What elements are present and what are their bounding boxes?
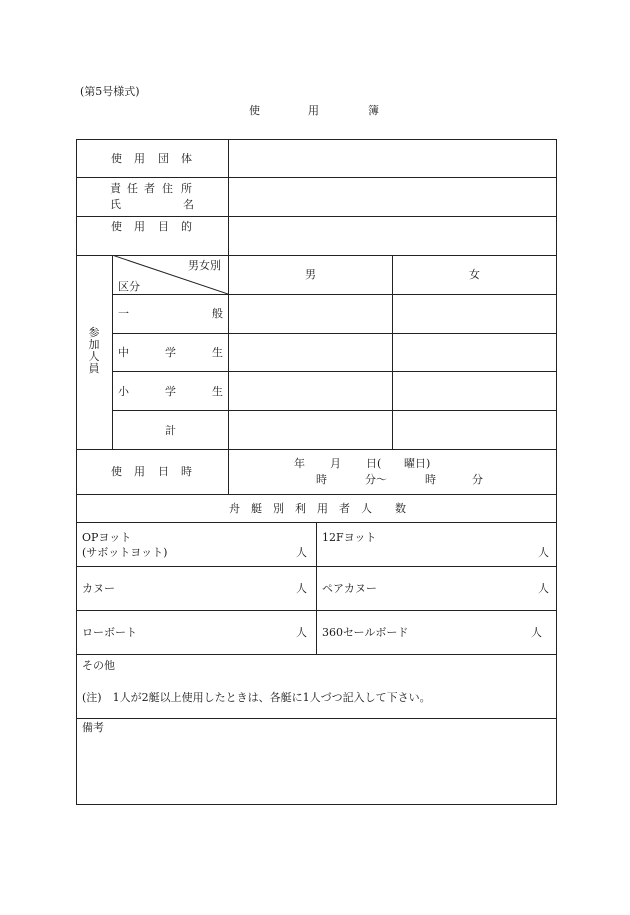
canoe-unit: 人 [296, 582, 307, 595]
op-yacht-count-field[interactable] [180, 540, 290, 562]
hour2-label: 時 [425, 473, 436, 486]
resp-label-3: 者 [144, 182, 155, 195]
boats-header-3: 別 [273, 502, 284, 515]
group-label-4: 体 [181, 152, 192, 165]
diag-bottom-label: 区分 [118, 280, 140, 293]
purpose-label-3: 目 [158, 220, 169, 233]
minute-from-label: 分〜 [365, 473, 387, 486]
elem-label-2: 学 [165, 385, 176, 398]
sail-board-label: 360セールボード [322, 626, 409, 639]
datetime-label-3: 日 [158, 465, 169, 478]
doc-title-char-2: 用 [308, 104, 319, 117]
f12-yacht-unit: 人 [538, 546, 549, 559]
elem-label-1: 小 [118, 385, 129, 398]
doc-title-char-3: 簿 [368, 104, 379, 117]
f12-yacht-count-field[interactable] [420, 540, 532, 562]
row-boat-label: ローボート [82, 626, 137, 639]
jhs-label-2: 学 [165, 346, 176, 359]
minute2-label: 分 [472, 473, 483, 486]
resp-label-1: 責 [110, 182, 121, 195]
canoe-label: カヌー [82, 582, 115, 595]
boats-header-1: 舟 [229, 502, 240, 515]
purpose-field[interactable] [229, 217, 556, 255]
canoe-count-field[interactable] [180, 576, 290, 602]
doc-title-char-1: 使 [249, 104, 260, 117]
jhs-label-1: 中 [118, 346, 129, 359]
resp-label-5: 所 [181, 182, 192, 195]
day-label: 日( [366, 457, 382, 470]
boats-header-7: 人 [361, 502, 372, 515]
resp-label-4: 住 [162, 182, 173, 195]
purpose-label-2: 用 [134, 220, 145, 233]
general-male-field[interactable] [229, 295, 392, 333]
boats-header-5: 用 [317, 502, 328, 515]
datetime-label-2: 用 [134, 465, 145, 478]
op-yacht-label: OPヨット [82, 531, 132, 544]
elem-male-field[interactable] [229, 372, 392, 410]
total-male-field[interactable] [229, 411, 392, 449]
boats-header-6: 者 [339, 502, 350, 515]
male-header: 男 [305, 268, 316, 281]
boats-header-4: 利 [295, 502, 306, 515]
op-yacht-sub-label: (サボットヨット) [82, 546, 168, 559]
row-boat-count-field[interactable] [180, 620, 290, 646]
name-label-1: 氏 [110, 198, 121, 211]
sail-board-count-field[interactable] [420, 620, 526, 646]
boats-header-2: 艇 [251, 502, 262, 515]
resp-label-2: 任 [127, 182, 138, 195]
total-label: 計 [165, 424, 176, 437]
remarks-field[interactable] [77, 736, 556, 802]
responsible-field[interactable] [229, 178, 556, 216]
pair-canoe-unit: 人 [538, 582, 549, 595]
group-label-3: 団 [158, 152, 169, 165]
participants-side-label: 参加人員 [88, 326, 100, 375]
general-label-2: 般 [212, 307, 223, 320]
jhs-female-field[interactable] [393, 334, 556, 371]
datetime-label-1: 使 [111, 465, 122, 478]
year-label: 年 [294, 457, 305, 470]
datetime-label-4: 時 [181, 465, 192, 478]
group-label-1: 使 [111, 152, 122, 165]
group-label-2: 用 [134, 152, 145, 165]
hour-label: 時 [316, 473, 327, 486]
elem-female-field[interactable] [393, 372, 556, 410]
female-header: 女 [469, 268, 480, 281]
jhs-male-field[interactable] [229, 334, 392, 371]
purpose-label-1: 使 [111, 220, 122, 233]
month-label: 月 [330, 457, 341, 470]
form-number: (第5号様式) [80, 85, 140, 98]
name-label-2: 名 [183, 198, 194, 211]
boats-header-8: 数 [395, 502, 406, 515]
jhs-label-3: 生 [212, 346, 223, 359]
purpose-label-4: 的 [181, 220, 192, 233]
pair-canoe-label: ペアカヌー [322, 582, 377, 595]
diag-top-label: 男女別 [188, 259, 221, 272]
pair-canoe-count-field[interactable] [420, 576, 532, 602]
elem-label-3: 生 [212, 385, 223, 398]
general-label-1: 一 [118, 307, 129, 320]
group-field[interactable] [229, 140, 556, 177]
sail-board-unit: 人 [531, 626, 542, 639]
note-text: (注) 1人が2艇以上使用したときは、各艇に1人づつ記入して下さい。 [82, 691, 431, 704]
other-label: その他 [82, 659, 115, 672]
op-yacht-unit: 人 [296, 546, 307, 559]
row-boat-unit: 人 [296, 626, 307, 639]
remarks-label: 備考 [82, 721, 104, 734]
general-female-field[interactable] [393, 295, 556, 333]
weekday-label: 曜日) [404, 457, 431, 470]
f12-yacht-label: 12Fヨット [322, 531, 377, 544]
total-female-field[interactable] [393, 411, 556, 449]
